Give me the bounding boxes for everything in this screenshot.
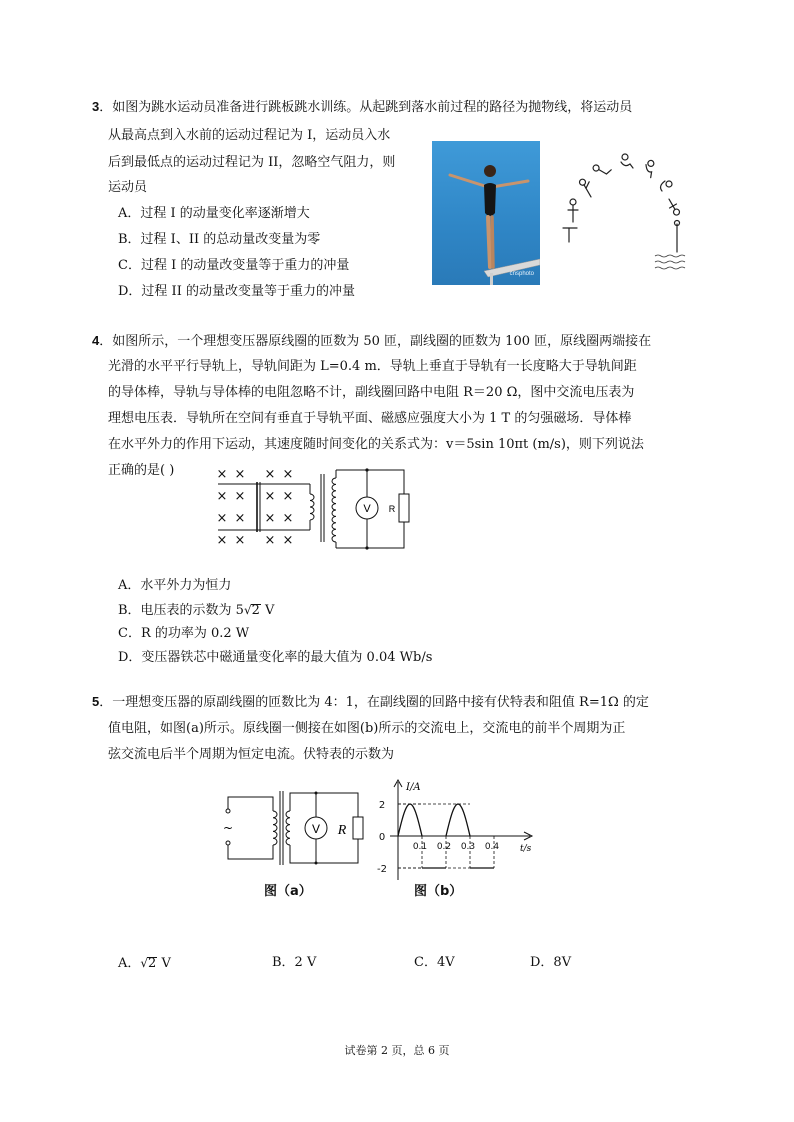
field-cross-3-0: ×: [216, 533, 228, 548]
field-cross-2-3: ×: [282, 511, 294, 526]
chart-xtick-2: 0.3: [460, 842, 476, 852]
q4-line-5: 在水平外力的作用下运动，其速度随时间变化的关系式为：v＝5sin 10πt (m/s)，则下列说法: [108, 437, 644, 452]
chart-xtick-0: 0.1: [412, 842, 428, 852]
field-cross-3-2: ×: [264, 533, 276, 548]
q5-circuit-figure-a: [218, 787, 368, 867]
q5-voltmeter-label: V: [311, 822, 321, 836]
q4-line-3: 的导体棒，导轨与导体棒的电阻忽略不计，副线圈回路中电阻 R＝20 Ω，图中交流电压表为: [108, 385, 635, 400]
chart-ytick-0: 2: [378, 800, 386, 811]
magnetic-field-grid: [217, 467, 294, 548]
q4-line-2: 光滑的水平平行导轨上，导轨间距为 L=0.4 m．导轨上垂直于导轨有一长度略大于导轨间距: [108, 359, 637, 374]
field-cross-0-1: ×: [234, 467, 246, 482]
q3-option-d: D．过程 II 的动量改变量等于重力的冲量: [118, 284, 355, 299]
q4-option-a: A．水平外力为恒力: [118, 578, 232, 593]
field-cross-3-1: ×: [234, 533, 246, 548]
chart-xtick-1: 0.2: [436, 842, 452, 852]
q5-option-d: D．8V: [530, 955, 572, 970]
field-cross-1-0: ×: [216, 489, 228, 504]
field-cross-2-0: ×: [216, 511, 228, 526]
q4-number: 4: [92, 333, 100, 348]
q4-option-c: C．R 的功率为 0.2 W: [118, 626, 250, 641]
photo-watermark: cnsphoto: [509, 271, 534, 277]
q3-line-3: 后到最低点的运动过程记为 II，忽略空气阻力，则: [108, 155, 396, 170]
q3-option-b: B．过程 I、II 的总动量改变量为零: [118, 232, 321, 247]
q4-line-6: 正确的是( ): [108, 463, 175, 478]
q3-option-c: C．过程 I 的动量改变量等于重力的冲量: [118, 258, 350, 273]
q3-option-a: A．过程 I 的动量变化率逐渐增大: [118, 206, 310, 221]
q3-line-4: 运动员: [108, 180, 148, 195]
q4-option-b: B．电压表的示数为 5√2 V: [118, 603, 275, 618]
chart-segment-sine-2: [446, 804, 470, 836]
q4-voltmeter-label: V: [363, 503, 371, 515]
field-cross-0-2: ×: [264, 467, 276, 482]
chart-ytick-1: 0: [378, 832, 386, 843]
q3-number: 3: [92, 99, 100, 114]
field-cross-1-3: ×: [282, 489, 294, 504]
q5-line-2: 值电阻，如图(a)所示。原线圈一侧接在如图(b)所示的交流电上，交流电的前半个周期为正: [108, 721, 626, 736]
q3-line-2: 从最高点到入水前的运动过程记为 I，运动员入水: [108, 128, 391, 143]
dive-trajectory-sketch: [555, 150, 705, 280]
q4-resistor-label: R: [388, 504, 396, 514]
field-cross-2-1: ×: [234, 511, 246, 526]
field-cross-0-0: ×: [216, 467, 228, 482]
chart-ylabel: I/A: [406, 782, 421, 793]
q5-figure-a-caption: 图（a）: [264, 884, 312, 899]
field-cross-3-3: ×: [282, 533, 294, 548]
field-cross-1-1: ×: [234, 489, 246, 504]
q5-option-b: B．2 V: [272, 955, 317, 970]
page-footer: 试卷第 2 页，总 6 页: [344, 1044, 450, 1057]
q4-line-1: 4．如图所示，一个理想变压器原线圈的匝数为 50 匝，副线圈的匝数为 100 匝，原线圈两端接在: [92, 333, 652, 349]
q5-option-a: A．√2 V: [118, 956, 171, 971]
q4-option-d: D．变压器铁芯中磁通量变化率的最大值为 0.04 Wb/s: [118, 650, 433, 665]
q3-line-1: 3．如图为跳水运动员准备进行跳板跳水训练。从起跳到落水前过程的路径为抛物线，将运动员: [92, 99, 633, 115]
chart-xlabel: t/s: [520, 844, 532, 854]
q4-circuit-figure: [212, 464, 412, 554]
chart-ytick-2: -2: [377, 864, 387, 875]
field-cross-1-2: ×: [264, 489, 276, 504]
diver-photo: [432, 141, 540, 285]
q5-source-symbol: ~: [222, 821, 234, 835]
q5-resistor-label: R: [337, 823, 347, 838]
chart-xtick-3: 0.4: [484, 842, 500, 852]
diver-photo-illustration: [432, 141, 540, 285]
q4-line-4: 理想电压表．导轨所在空间有垂直于导轨平面、磁感应强度大小为 1 T 的匀强磁场．导体棒: [108, 411, 632, 426]
q5-number: 5: [92, 694, 100, 709]
q5-current-chart: [370, 776, 540, 886]
field-cross-2-2: ×: [264, 511, 276, 526]
field-cross-0-3: ×: [282, 467, 294, 482]
q5-option-c: C．4V: [414, 955, 455, 970]
q5-line-1: 5．一理想变压器的原副线圈的匝数比为 4：1，在副线圈的回路中接有伏特表和阻值 R=1Ω 的定: [92, 694, 649, 710]
q5-line-3: 弦交流电后半个周期为恒定电流。伏特表的示数为: [108, 747, 395, 762]
q5-figure-b-caption: 图（b）: [414, 884, 463, 899]
chart-segment-sine-0: [398, 804, 422, 836]
